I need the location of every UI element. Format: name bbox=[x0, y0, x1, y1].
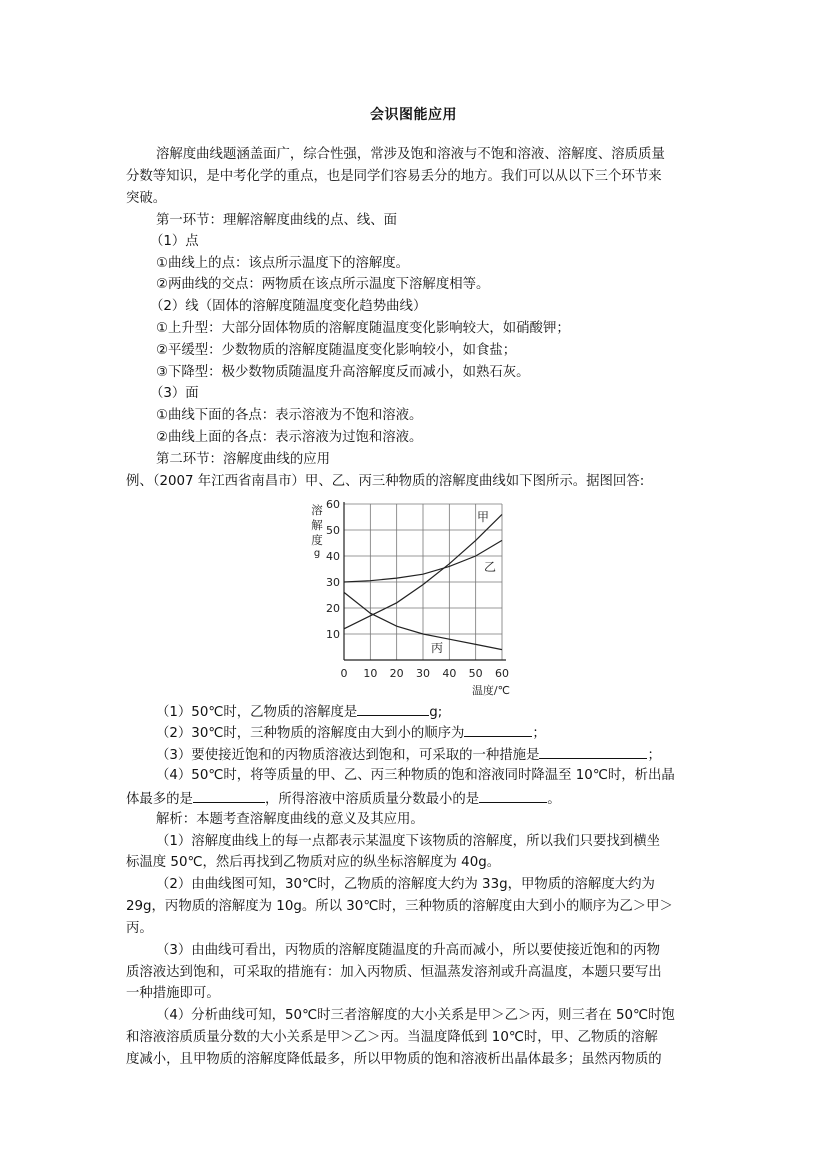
analysis-line-11: 和溶液溶质质量分数的大小关系是甲＞乙＞丙。当温度降低到 10℃时，甲、乙物质的溶解 bbox=[126, 1030, 658, 1045]
question-1 bbox=[156, 702, 442, 722]
x-tick-label: 60 bbox=[495, 667, 509, 680]
analysis-line-9: 一种措施即可。 bbox=[126, 986, 220, 1001]
analysis-line-1: 解析：本题考查溶解度曲线的意义及其应用。 bbox=[156, 812, 424, 827]
analysis-line-8: 质溶液达到饱和，可采取的措施有：加入丙物质、恒温蒸发溶剂或升高温度，本题只要写出 bbox=[126, 965, 662, 980]
question-4-end: 。 bbox=[547, 792, 561, 807]
y-axis-label: 度 bbox=[311, 533, 323, 547]
x-tick-label: 20 bbox=[389, 667, 404, 680]
line-item-3: ③下降型：极少数物质随温度升高溶解度反而减小，如熟石灰。 bbox=[156, 365, 530, 380]
y-axis-label: 溶 bbox=[311, 503, 323, 517]
question-4-line-2 bbox=[126, 789, 561, 809]
x-axis-label: 温度/℃ bbox=[471, 684, 510, 697]
question-1-text: （1）50℃时，乙物质的溶解度是 bbox=[156, 705, 358, 720]
question-2-end: ； bbox=[532, 726, 546, 741]
analysis-line-5: 29g，丙物质的溶解度为 10g。所以 30℃时，三种物质的溶解度由大到小的顺序为乙＞甲＞ bbox=[126, 899, 673, 914]
y-tick-label: 60 bbox=[326, 498, 340, 511]
analysis-line-3: 标温度 50℃，然后再找到乙物质对应的纵坐标溶解度为 40g。 bbox=[126, 855, 501, 870]
analysis-line-10: （4）分析曲线可知，50℃时三者溶解度的大小关系是甲＞乙＞丙，则三者在 50℃时饱 bbox=[156, 1008, 675, 1023]
section2-heading: 第二环节：溶解度曲线的应用 bbox=[156, 452, 331, 467]
answer-blank-1[interactable] bbox=[357, 702, 429, 716]
question-4-text-a: 体最多的是 bbox=[126, 792, 193, 807]
answer-blank-4[interactable] bbox=[193, 789, 265, 803]
line-item-1: ①上升型：大部分固体物质的溶解度随温度变化影响较大，如硝酸钾； bbox=[156, 321, 570, 336]
section1-heading: 第一环节：理解溶解度曲线的点、线、面 bbox=[156, 213, 398, 228]
x-tick-label: 30 bbox=[416, 667, 430, 680]
answer-blank-2[interactable] bbox=[464, 723, 532, 737]
intro-line-2: 分数等知识，是中考化学的重点，也是同学们容易丢分的地方。我们可以从以下三个环节来 bbox=[126, 169, 662, 184]
intro-line-3: 突破。 bbox=[126, 191, 167, 206]
question-3 bbox=[156, 745, 661, 765]
analysis-line-4: （2）由曲线图可知，30℃时，乙物质的溶解度大约为 33g，甲物质的溶解度大约为 bbox=[156, 877, 655, 892]
analysis-line-12: 度减小，且甲物质的溶解度降低最多，所以甲物质的饱和溶液析出晶体最多；虽然丙物质的 bbox=[126, 1052, 662, 1067]
surface-item-2: ②曲线上面的各点：表示溶液为过饱和溶液。 bbox=[156, 430, 423, 445]
y-axis-label: 解 bbox=[311, 518, 323, 532]
series-label-2: 乙 bbox=[483, 560, 497, 574]
surface-heading: （3）面 bbox=[150, 386, 199, 401]
question-4-line-1: （4）50℃时，将等质量的甲、乙、丙三种物质的饱和溶液同时降温至 10℃时，析出晶 bbox=[156, 768, 675, 783]
example-line: 例、（2007 年江西省南昌市）甲、乙、丙三种物质的溶解度曲线如下图所示。据图回答: bbox=[126, 474, 645, 489]
y-tick-label: 30 bbox=[326, 576, 340, 589]
surface-item-1: ①曲线下面的各点：表示溶液为不饱和溶液。 bbox=[156, 408, 423, 423]
answer-blank-3[interactable] bbox=[539, 745, 647, 759]
y-tick-label: 50 bbox=[326, 524, 340, 537]
question-2-text: （2）30℃时，三种物质的溶解度由大到小的顺序为 bbox=[156, 726, 465, 741]
point-item-1: ①曲线上的点：该点所示温度下的溶解度。 bbox=[156, 256, 410, 271]
point-item-2: ②两曲线的交点：两物质在该点所示温度下溶解度相等。 bbox=[156, 277, 490, 292]
analysis-line-6: 丙。 bbox=[126, 921, 153, 936]
line-item-2: ②平缓型：少数物质的溶解度随温度变化影响较小，如食盐； bbox=[156, 343, 517, 358]
x-tick-label: 40 bbox=[442, 667, 457, 680]
y-tick-label: 20 bbox=[326, 602, 340, 615]
x-tick-label: 0 bbox=[340, 667, 348, 680]
series-label-1: 甲 bbox=[476, 510, 490, 524]
line-heading: （2）线（固体的溶解度随温度变化趋势曲线） bbox=[150, 299, 427, 314]
y-axis-label: g bbox=[313, 548, 321, 559]
analysis-line-2: （1）溶解度曲线上的每一点都表示某温度下该物质的溶解度，所以我们只要找到横坐 bbox=[156, 834, 660, 849]
y-tick-label: 40 bbox=[326, 550, 340, 563]
question-4-text-b: ，所得溶液中溶质质量分数最小的是 bbox=[264, 792, 480, 807]
question-1-unit: g; bbox=[429, 705, 443, 720]
question-3-text: （3）要使接近饱和的丙物质溶液达到饱和，可采取的一种措施是 bbox=[156, 748, 540, 763]
x-tick-label: 50 bbox=[468, 667, 483, 680]
question-2 bbox=[156, 723, 546, 743]
y-tick-label: 10 bbox=[326, 628, 340, 641]
x-tick-label: 10 bbox=[363, 667, 378, 680]
page-title: 会识图能应用 bbox=[370, 107, 457, 123]
series-label-3: 丙 bbox=[430, 641, 444, 655]
point-heading: （1）点 bbox=[150, 234, 199, 249]
analysis-line-7: （3）由曲线可看出，丙物质的溶解度随温度的升高而减小，所以要使接近饱和的丙物 bbox=[156, 943, 660, 958]
intro-line-1: 溶解度曲线题涵盖面广，综合性强，常涉及饱和溶液与不饱和溶液、溶解度、溶质质量 bbox=[156, 147, 665, 162]
answer-blank-5[interactable] bbox=[479, 789, 547, 803]
question-3-end: ； bbox=[647, 748, 661, 763]
